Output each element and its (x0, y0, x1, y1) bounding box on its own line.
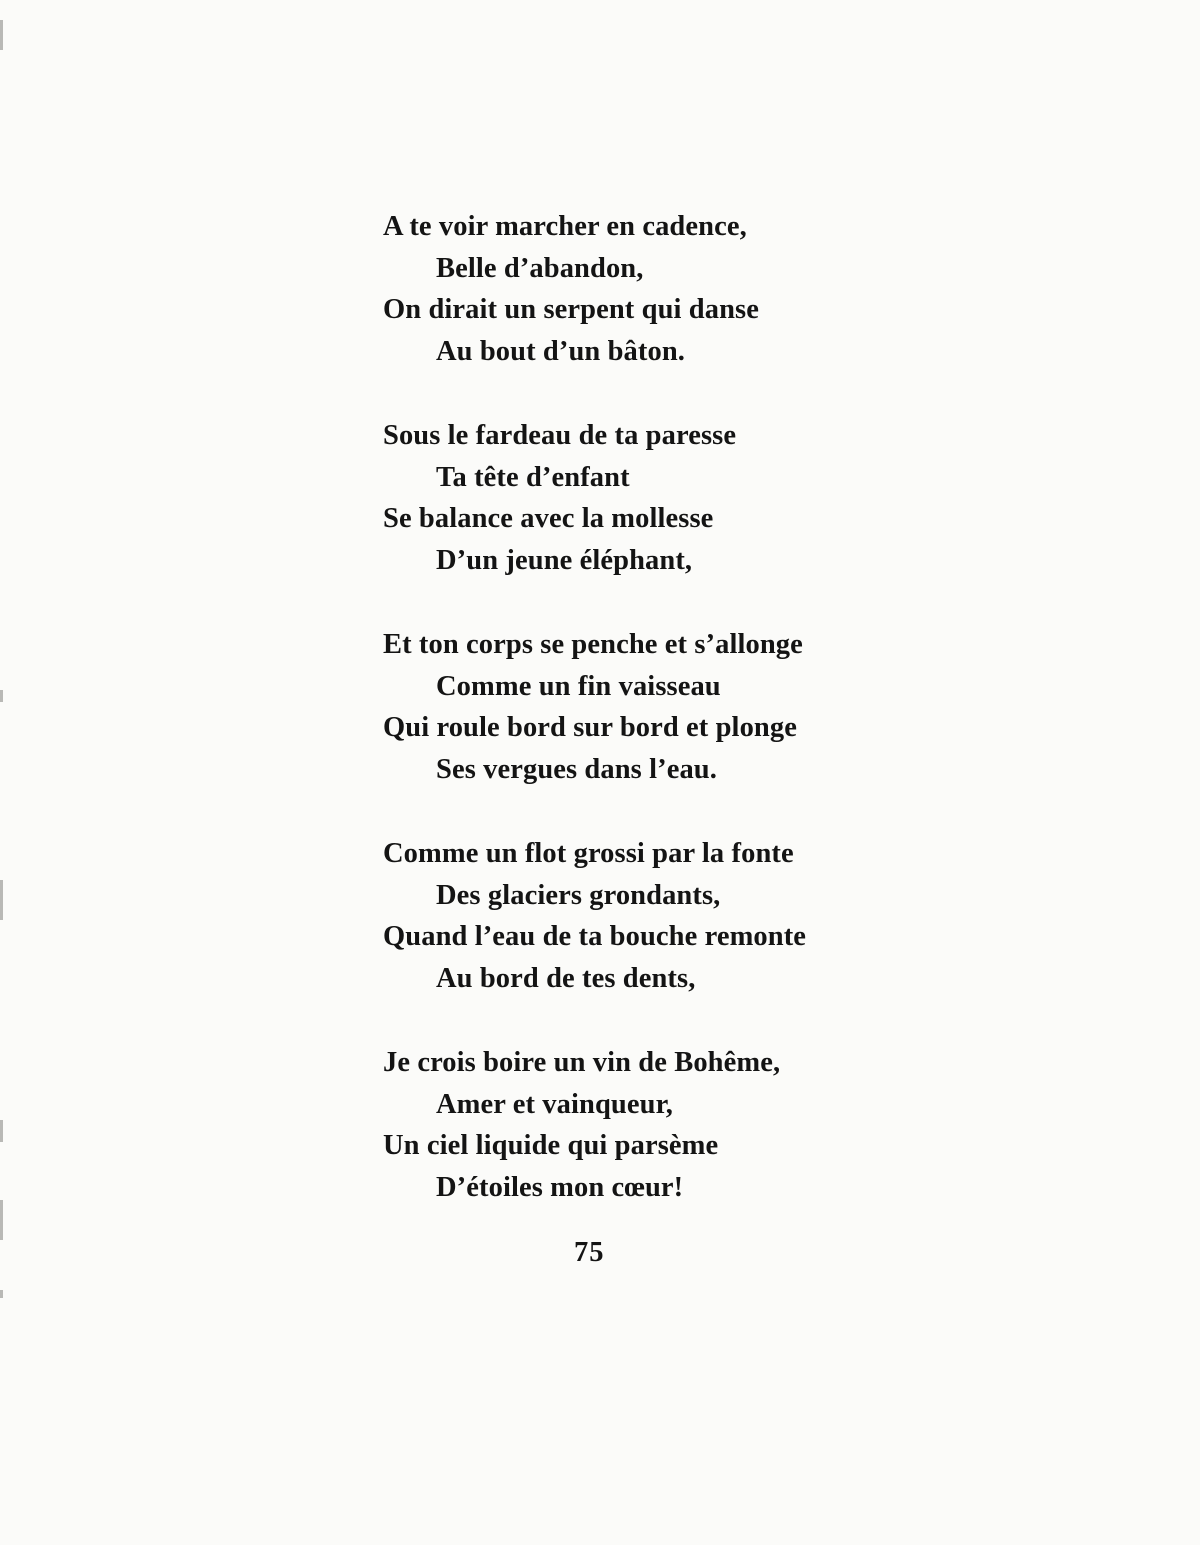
verse-line-indented: D’étoiles mon cœur! (436, 1171, 684, 1203)
verse-line-indented: Au bout d’un bâton. (436, 335, 686, 367)
page-number: 75 (574, 1237, 605, 1268)
verse-line: A te voir marcher en cadence, (383, 211, 747, 242)
stanza (383, 624, 903, 790)
scan-edge-mark (0, 1120, 3, 1142)
stanza (383, 415, 903, 581)
verse-line: Je crois boire un vin de Bohême, (383, 1047, 781, 1078)
verse-line: Comme un flot grossi par la fonte (383, 838, 794, 869)
stanza (383, 833, 903, 999)
verse-line-indented: Amer et vainqueur, (436, 1088, 673, 1120)
stanza (383, 1042, 903, 1208)
verse-line-indented: Ta tête d’enfant (436, 461, 630, 493)
scan-edge-mark (0, 690, 3, 702)
verse-line: Et ton corps se penche et s’allonge (383, 629, 803, 660)
verse-line: Se balance avec la mollesse (383, 503, 714, 534)
verse-line-indented: Ses vergues dans l’eau. (436, 753, 717, 785)
stanza (383, 206, 903, 372)
verse-line: Qui roule bord sur bord et plonge (383, 712, 797, 743)
scan-edge-mark (0, 1200, 3, 1240)
verse-line-indented: Comme un fin vaisseau (436, 670, 721, 702)
verse-line-indented: D’un jeune éléphant, (436, 544, 693, 576)
verse-line-indented: Des glaciers grondants, (436, 879, 721, 911)
scan-edge-mark (0, 880, 3, 920)
verse-line: On dirait un serpent qui danse (383, 294, 759, 325)
scan-edge-mark (0, 20, 3, 50)
verse-line: Sous le fardeau de ta paresse (383, 420, 737, 451)
poem (383, 206, 903, 1251)
verse-line-indented: Belle d’abandon, (436, 252, 644, 284)
verse-line: Un ciel liquide qui parsème (383, 1130, 719, 1161)
verse-line-indented: Au bord de tes dents, (436, 962, 696, 994)
verse-line: Quand l’eau de ta bouche remonte (383, 921, 807, 952)
scan-edge-mark (0, 1290, 3, 1298)
